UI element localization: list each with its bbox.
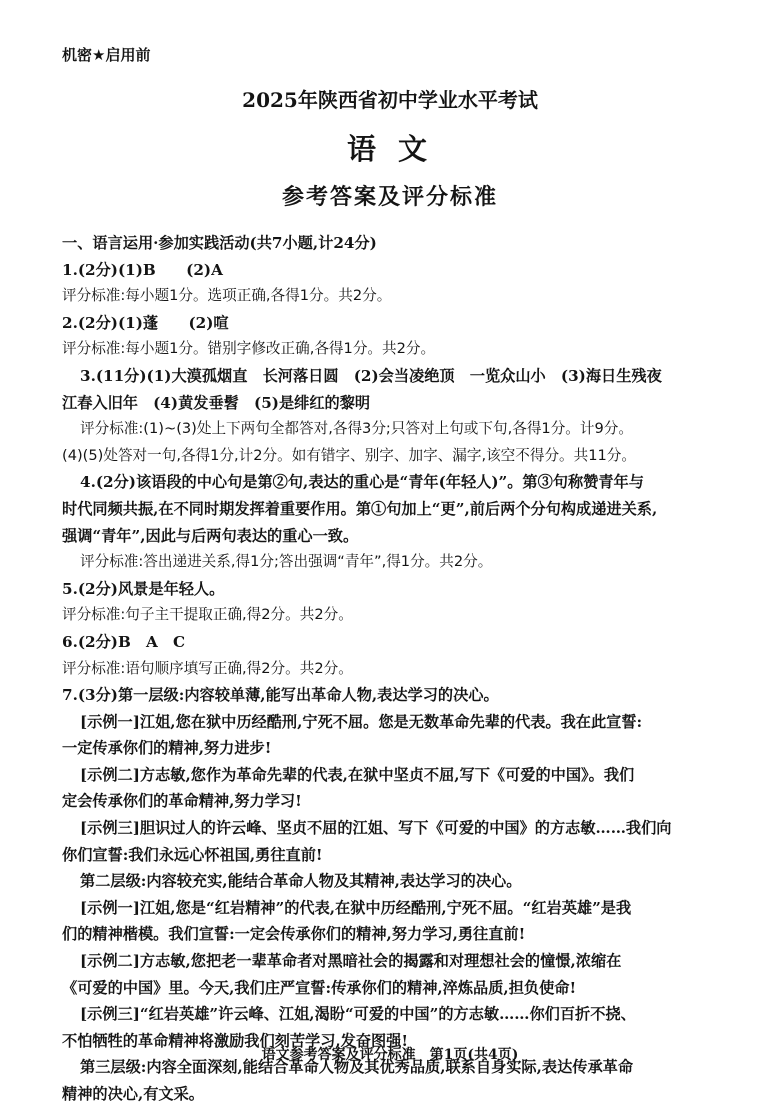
scoring-standard: (4)(5)处答对一句,各得1分,计2分。如有错字、别字、加字、漏字,该空不得分。共11分。 (62, 446, 636, 464)
scoring-standard: 评分标准:每小题1分。选项正确,各得1分。共2分。 (62, 287, 392, 305)
example-line: [示例一]江姐,您在狱中历经酷刑,宁死不屈。您是无数革命先辈的代表。我在此宣誓: (80, 712, 643, 731)
page-footer: 语文参考答案及评分标准 第1页(共4页) (261, 1047, 519, 1063)
example-line: 们的精神楷模。我们宣誓:一定会传承你们的精神,努力学习,勇往直前! (62, 925, 526, 944)
scoring-standard: 评分标准:(1)~(3)处上下两句全都答对,各得3分;只答对上句或下句,各得1分。计9分。 (80, 420, 633, 438)
answer-line: 7.(3分)第一层级:内容较单薄,能写出革命人物,表达学习的决心。 (62, 686, 499, 705)
example-line: 《可爱的中国》里。今天,我们庄严宣誓:传承你们的精神,淬炼品质,担负使命! (62, 978, 577, 997)
scoring-standard: 评分标准:每小题1分。错别字修改正确,各得1分。共2分。 (62, 340, 436, 358)
document-title: 参考答案及评分标准 (281, 184, 498, 210)
level-heading: 第三层级:内容全面深刻,能结合革命人物及其优秀品质,联系自身实际,表达传承革命 (80, 1058, 634, 1077)
level-heading: 第二层级:内容较充实,能结合革命人物及其精神,表达学习的决心。 (80, 872, 522, 891)
answer-line: 5.(2分)风景是年轻人。 (62, 579, 225, 598)
scoring-standard: 评分标准:语句顺序填写正确,得2分。共2分。 (62, 659, 353, 677)
answer-line: 时代同频共振,在不同时期发挥着重要作用。第①句加上“更”,前后两个分句构成递进关系, (62, 499, 658, 518)
answer-line: 2.(2分)(1)蓬 (2)喧 (62, 313, 229, 332)
answer-line: 精神的决心,有文采。 (62, 1085, 204, 1103)
example-line: [示例二]方志敏,您作为革命先辈的代表,在狱中坚贞不屈,写下《可爱的中国》。我们 (80, 765, 635, 784)
subject-title: 语 文 (346, 132, 434, 166)
example-line: [示例三]“红岩英雄”许云峰、江姐,渴盼“可爱的中国”的方志敏……你们百折不挠、 (80, 1005, 636, 1024)
example-line: 不怕牺牲的革命精神将激励我们刻苦学习,发奋图强! (62, 1031, 409, 1050)
confidential-mark: 机密★启用前 (62, 46, 151, 64)
example-line: [示例三]胆识过人的许云峰、坚贞不屈的江姐、写下《可爱的中国》的方志敏……我们向 (80, 819, 672, 838)
example-line: 一定传承你们的精神,努力进步! (62, 739, 272, 758)
example-line: [示例一]江姐,您是“红岩精神”的代表,在狱中历经酷刑,宁死不屈。“红岩英雄”是我 (80, 898, 632, 917)
exam-title: 2025年陕西省初中学业水平考试 (242, 88, 538, 112)
answer-content (62, 230, 758, 1108)
answer-line: 6.(2分)B A C (62, 632, 186, 651)
answer-line: 1.(2分)(1)B (2)A (62, 260, 223, 279)
scoring-standard: 评分标准:答出递进关系,得1分;答出强调“青年”,得1分。共2分。 (80, 553, 493, 571)
example-line: [示例二]方志敏,您把老一辈革命者对黑暗社会的揭露和对理想社会的憧憬,浓缩在 (80, 952, 622, 971)
example-line: 定会传承你们的革命精神,努力学习! (62, 792, 302, 811)
answer-line: 江春入旧年 (4)黄发垂髫 (5)是绯红的黎明 (62, 393, 371, 412)
answer-line: 3.(11分)(1)大漠孤烟直 长河落日圆 (2)会当凌绝顶 一览众山小 (3)海日生残夜 (80, 366, 662, 385)
answer-line: 强调“青年”,因此与后两句表达的重心一致。 (62, 526, 359, 545)
example-line: 你们宣誓:我们永远心怀祖国,勇往直前! (62, 845, 323, 864)
section-heading: 一、语言运用·参加实践活动(共7小题,计24分) (62, 234, 377, 252)
answer-line: 4.(2分)该语段的中心句是第②句,表达的重心是“青年(年轻人)”。第③句称赞青年与 (80, 473, 644, 492)
scoring-standard: 评分标准:句子主干提取正确,得2分。共2分。 (62, 606, 353, 624)
